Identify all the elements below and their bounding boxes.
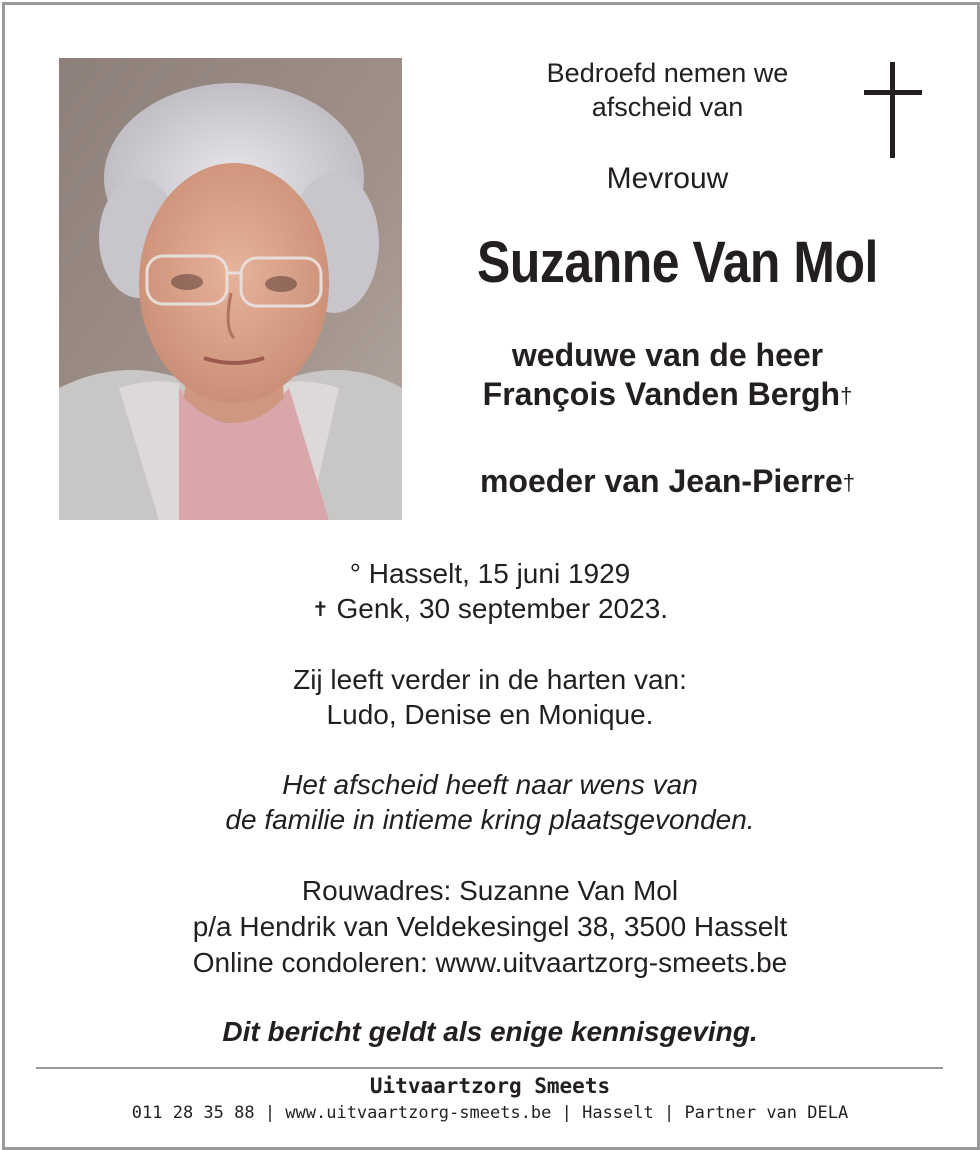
footer-divider [36, 1067, 943, 1069]
survivors-line-1: Zij leeft verder in de harten van: [293, 664, 687, 695]
spouse-name: François Vanden Bergh [482, 376, 841, 412]
intro-line-2: afscheid van [591, 92, 744, 122]
spouse-info [440, 336, 895, 415]
portrait-photo [59, 58, 402, 520]
address-line-2: p/a Hendrik van Veldekesingel 38, 3500 Hasselt [192, 911, 788, 942]
mother-info [440, 461, 895, 503]
dagger-icon: † [840, 383, 853, 408]
deceased-name: Suzanne Van Mol [477, 230, 878, 295]
death-cross-icon: ✝ [311, 599, 329, 621]
survivors-line-2: Ludo, Denise en Monique. [326, 699, 654, 730]
birth-line: ° Hasselt, 15 juni 1929 [349, 558, 631, 589]
farewell-note [0, 767, 980, 837]
mother-line: moeder van Jean-Pierre [479, 463, 843, 499]
survivors [0, 662, 980, 732]
death-text: Genk, 30 september 2023. [336, 593, 669, 624]
death-line [0, 591, 980, 628]
dagger-icon: † [842, 470, 856, 495]
address-line-1: Rouwadres: Suzanne Van Mol [301, 875, 679, 906]
mourning-address [0, 873, 980, 981]
spouse-line-2 [440, 375, 895, 415]
life-dates [0, 556, 980, 628]
address-line-3: Online condoleren: www.uitvaartzorg-smeets.be [192, 947, 788, 978]
farewell-line-1: Het afscheid heeft naar wens van [282, 769, 698, 800]
notice-text: Dit bericht geldt als enige kennisgeving. [222, 1016, 758, 1047]
intro-line-1: Bedroefd nemen we [546, 58, 789, 88]
spouse-line-1: weduwe van de heer [511, 337, 824, 373]
funeral-company: Uitvaartzorg Smeets [369, 1074, 611, 1098]
intro-text [440, 56, 895, 124]
funeral-company-info: 011 28 35 88 | www.uitvaartzorg-smeets.be | Hasselt | Partner van DELA [131, 1103, 849, 1123]
farewell-line-2: de familie in intieme kring plaatsgevonden. [225, 804, 755, 835]
honorific: Mevrouw [606, 162, 729, 195]
